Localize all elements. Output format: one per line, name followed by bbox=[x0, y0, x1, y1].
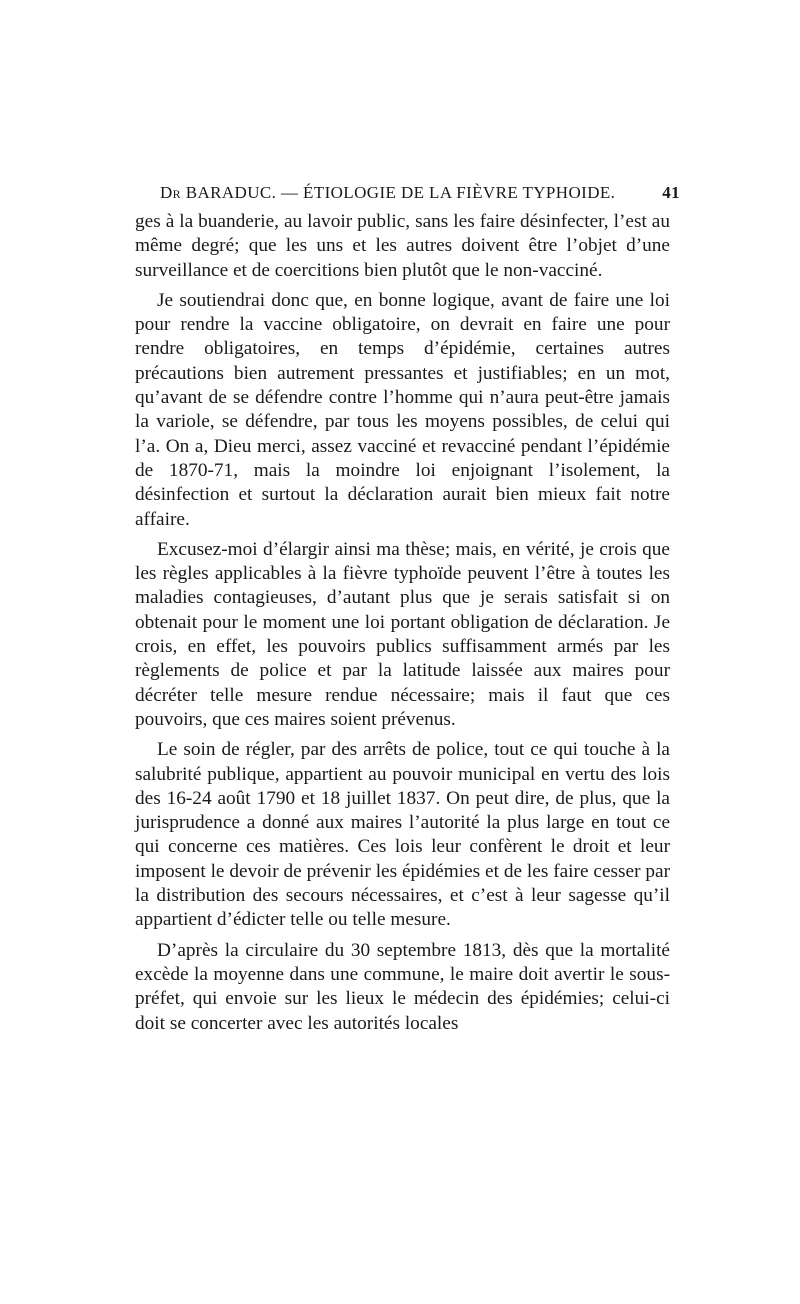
running-title: Dr BARADUC. — ÉTIOLOGIE DE LA FIÈVRE TYPHOIDE. bbox=[160, 183, 616, 202]
paragraph-contagious-diseases: Excusez-moi d’élargir ainsi ma thèse; mais, en vérité, je crois que les règles applicables à la fièvre typhoïde peuvent l’être à toutes les maladies contagieuses, d’autant plus que je serais satisfait si on obtenait pour le moment une loi portant obligation de déclaration. Je crois, en effet, les pouvoirs publics suffisamment armés par les règlements de police et par la latitude laissée aux maires pour décréter telle mesure rendue nécessaire; mais il faut que ces pouvoirs, que ces maires soient prévenus. bbox=[135, 538, 670, 730]
paragraph-continued: ges à la buanderie, au lavoir public, sans les faire désinfecter, l’est au même degré; que les uns et les autres doivent être l’objet d’une surveillance et de coercitions bien plutôt que le non-vacciné. bbox=[135, 211, 670, 281]
body-text bbox=[135, 210, 670, 1042]
running-header bbox=[160, 183, 680, 207]
paragraph-vaccine-law: Je soutiendrai donc que, en bonne logique, avant de faire une loi pour rendre la vaccine obligatoire, on devrait en faire une pour rendre obligatoires, en temps d’épidémie, certaines autres précautions bien autrement pressantes et justifiables; en un mot, qu’avant de se défendre contre l’homme qui n’aura peut-être jamais la variole, se défendre, par tous les moyens possibles, de celui qui l’a. On a, Dieu merci, assez vacciné et revacciné pendant l’épidémie de 1870-71, mais la moindre loi enjoignant l’isolement, la désinfection et surtout la déclaration aurait bien mieux fait notre affaire. bbox=[135, 289, 670, 530]
page-number: 41 bbox=[662, 183, 680, 202]
paragraph-circular-1813: D’après la circulaire du 30 septembre 1813, dès que la mortalité excède la moyenne dans une commune, le maire doit avertir le sous-préfet, qui envoie sur les lieux le médecin des épidémies; celui-ci doit se concerter avec les autorités locales bbox=[135, 939, 670, 1034]
paragraph-municipal-power: Le soin de régler, par des arrêts de police, tout ce qui touche à la salubrité publique, appartient au pouvoir municipal en vertu des lois des 16-24 août 1790 et 18 juillet 1837. On peut dire, de plus, que la jurisprudence a donné aux maires l’autorité la plus large en tout ce qui concerne ces matières. Ces lois leur confèrent le droit et leur imposent le devoir de prévenir les épidémies et de les faire cesser par la distribution des secours nécessaires, et c’est à leur sagesse qu’il appartient d’édicter telle ou telle mesure. bbox=[135, 739, 670, 931]
